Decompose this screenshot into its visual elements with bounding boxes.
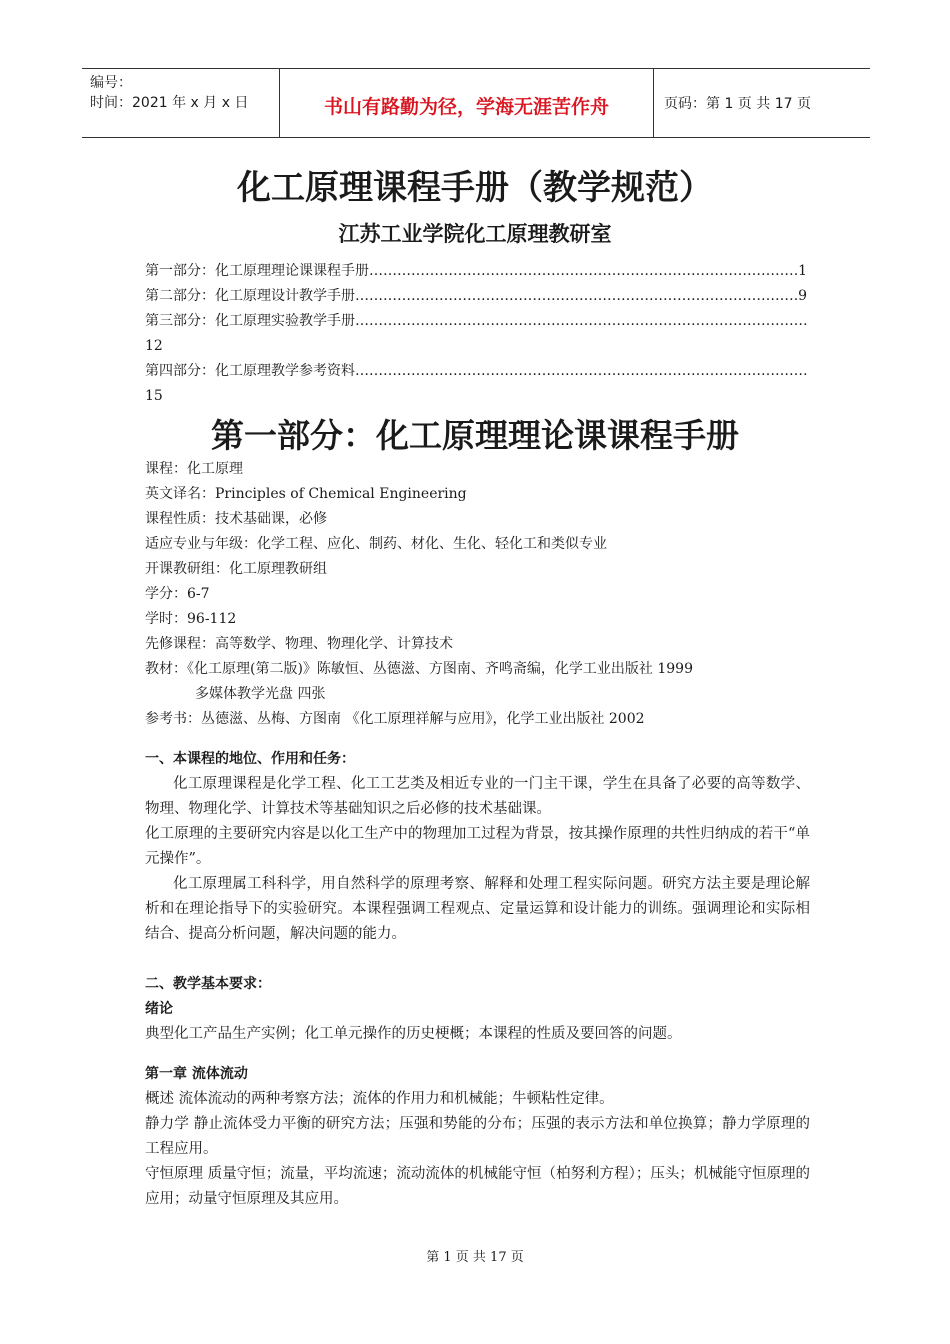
section-heading: 二、教学基本要求：: [145, 976, 271, 992]
toc-item[interactable]: [145, 359, 807, 384]
page-header: [82, 68, 870, 138]
paragraph: 化工原理属工科科学，用自然科学的原理考察、解释和处理工程实际问题。研究方法主要是理论解析和在理论指导下的实验研究。本课程强调工程观点、定量运算和设计能力的训练。强调理论和实际相结合、提高分析问题，解决问题的能力。: [145, 876, 810, 942]
toc-item-page: 12: [145, 338, 163, 354]
toc-item-page: 15: [145, 388, 163, 404]
toc-item-label: 第三部分：化工原理实验教学手册: [145, 313, 355, 329]
course-textbook-media: 多媒体教学光盘 四张: [195, 686, 326, 702]
paragraph: 化工原理的主要研究内容是以化工生产中的物理加工过程为背景，按其操作原理的共性归纳成的若干“单元操作”。: [145, 826, 810, 867]
toc-item-label: 第二部分：化工原理设计教学手册: [145, 288, 355, 304]
serial-label: 编号：: [90, 75, 132, 91]
paragraph: 守恒原理 质量守恒；流量，平均流速；流动流体的机械能守恒（柏努利方程）；压头；机械能守恒原理的应用；动量守恒原理及其应用。: [145, 1166, 810, 1207]
page-footer: 第 1 页 共 17 页: [426, 1250, 524, 1265]
toc-leader: [355, 359, 807, 384]
header-meta: [82, 69, 280, 137]
course-group: 开课教研组：化工原理教研组: [145, 561, 327, 577]
course-credits: 学分：6-7: [145, 586, 210, 602]
paragraph: 化工原理课程是化学工程、化工工艺类及相近专业的一门主干课，学生在具备了必要的高等数学、物理、物理化学、计算技术等基础知识之后必修的技术基础课。: [145, 776, 810, 817]
paragraph: 概述 流体流动的两种考察方法；流体的作用力和机械能；牛顿粘性定律。: [145, 1091, 614, 1107]
toc-item-page: 1: [798, 263, 807, 279]
course-name: 课程：化工原理: [145, 461, 243, 477]
header-motto: 书山有路勤为径，学海无涯苦作舟: [280, 69, 654, 137]
paragraph: 静力学 静止流体受力平衡的研究方法；压强和势能的分布；压强的表示方法和单位换算；静力学原理的工程应用。: [145, 1116, 810, 1157]
date-label: 时间：2021 年 x 月 x 日: [90, 95, 249, 111]
part-title: 第一部分：化工原理理论课课程手册: [211, 416, 739, 455]
section-heading: 一、本课程的地位、作用和任务：: [145, 751, 355, 767]
toc-item-page: 9: [798, 288, 807, 304]
course-nature: 课程性质：技术基础课，必修: [145, 511, 327, 527]
course-hours: 学时：96-112: [145, 611, 237, 627]
document-body: [145, 457, 810, 1212]
toc-item[interactable]: [145, 309, 807, 334]
toc-item[interactable]: [145, 259, 807, 284]
paragraph: 典型化工产品生产实例；化工单元操作的历史梗概；本课程的性质及要回答的问题。: [145, 1026, 682, 1042]
course-reference: 参考书：丛德滋、丛梅、方图南 《化工原理祥解与应用》，化学工业出版社 2002: [145, 711, 645, 727]
course-prereq: 先修课程：高等数学、物理、物理化学、计算技术: [145, 636, 453, 652]
toc-leader: [355, 284, 798, 309]
toc-item-label: 第一部分：化工原理理论课课程手册: [145, 263, 369, 279]
toc-item-label: 第四部分：化工原理教学参考资料: [145, 363, 355, 379]
toc-leader: [355, 309, 807, 334]
chapter-heading: 第一章 流体流动: [145, 1066, 248, 1082]
sub-title: 江苏工业学院化工原理教研室: [338, 221, 612, 246]
subsection-heading: 绪论: [145, 1001, 173, 1017]
toc-item[interactable]: [145, 284, 807, 309]
table-of-contents: [145, 259, 807, 409]
course-textbook: 教材：《化工原理(第二版)》陈敏恒、丛德滋、方图南、齐鸣斋编，化学工业出版社 1999: [145, 661, 694, 677]
toc-leader: [369, 259, 798, 284]
main-title: 化工原理课程手册（教学规范）: [237, 168, 713, 208]
header-page-info: 页码：第 1 页 共 17 页: [664, 96, 811, 112]
course-english-name: 英文译名：Principles of Chemical Engineering: [145, 486, 467, 502]
course-majors: 适应专业与年级：化学工程、应化、制药、材化、生化、轻化工和类似专业: [145, 536, 607, 552]
